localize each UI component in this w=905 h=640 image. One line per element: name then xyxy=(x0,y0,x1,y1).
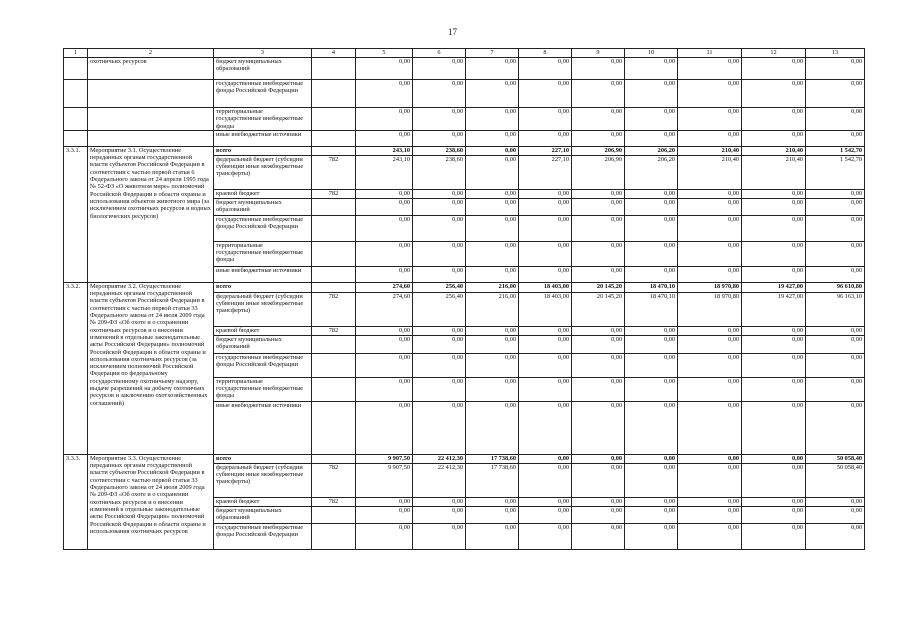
amount-cell: 0,00 xyxy=(625,463,678,497)
amount-cell: 0,00 xyxy=(742,523,806,549)
column-number-9: 9 xyxy=(572,49,625,58)
amount-cell: 0,00 xyxy=(519,241,572,266)
budget-code-cell xyxy=(312,282,356,292)
amount-cell: 206,90 xyxy=(572,146,625,155)
amount-cell: 0,00 xyxy=(466,198,519,215)
amount-cell: 0,00 xyxy=(806,506,865,523)
item-number-cell xyxy=(64,58,88,80)
amount-cell: 0,00 xyxy=(678,326,742,335)
amount-cell: 0,00 xyxy=(519,189,572,198)
amount-cell: 19 427,00 xyxy=(742,282,806,292)
item-number-cell: 3.3.3. xyxy=(64,454,88,549)
budget-code-cell xyxy=(312,401,356,454)
amount-cell: 0,00 xyxy=(572,353,625,377)
amount-cell: 0,00 xyxy=(742,266,806,282)
funding-source-cell: краевой бюджет xyxy=(214,326,312,335)
amount-cell: 17 738,60 xyxy=(466,454,519,463)
amount-cell: 18 970,80 xyxy=(678,292,742,326)
amount-cell: 0,00 xyxy=(806,189,865,198)
amount-cell: 0,00 xyxy=(742,198,806,215)
amount-cell: 0,00 xyxy=(356,198,413,215)
funding-source-cell: федеральный бюджет (субсидии субвенции иные межбюджетные трансферты) xyxy=(214,463,312,497)
amount-cell: 96 163,10 xyxy=(806,292,865,326)
budget-table xyxy=(63,48,865,550)
amount-cell: 0,00 xyxy=(519,80,572,108)
funding-source-cell: иные внебюджетные источники xyxy=(214,130,312,146)
amount-cell: 274,60 xyxy=(356,282,413,292)
amount-cell: 0,00 xyxy=(625,377,678,401)
amount-cell: 206,90 xyxy=(572,155,625,189)
measure-description-cell: Мероприятие 3.2. Осуществление переданных органам государственной власти субъектов Российской Федерации в соответствии с частью первой статьи 33 Федерального закона от 24 июля 2009 года № 209-ФЗ «Об охоте и о сохранении охотничьих ресурсов и о внесении изменений в отдельные законодательные акты Российской Федерации» полномочий Российской Федерации в области охраны и использования охотничьих ресурсов (за исключением полномочий Российской Федерации по федеральному государственному охотничьему надзору, выдаче разрешений на добычу охотничьих ресурсов и заключению охотхозяйственных соглашений) xyxy=(88,282,214,454)
item-number-cell xyxy=(64,108,88,131)
measure-description-cell xyxy=(88,80,214,108)
amount-cell: 0,00 xyxy=(742,506,806,523)
amount-cell: 0,00 xyxy=(519,335,572,353)
amount-cell: 0,00 xyxy=(742,401,806,454)
amount-cell: 0,00 xyxy=(806,401,865,454)
amount-cell: 227,10 xyxy=(519,155,572,189)
amount-cell: 0,00 xyxy=(806,266,865,282)
amount-cell: 0,00 xyxy=(466,80,519,108)
amount-cell: 0,00 xyxy=(742,353,806,377)
column-number-3: 3 xyxy=(214,49,312,58)
amount-cell: 0,00 xyxy=(572,497,625,506)
budget-code-cell: 782 xyxy=(312,497,356,506)
amount-cell: 0,00 xyxy=(806,377,865,401)
budget-code-cell xyxy=(312,377,356,401)
budget-code-cell: 782 xyxy=(312,463,356,497)
amount-cell: 0,00 xyxy=(625,215,678,241)
amount-cell: 0,00 xyxy=(678,335,742,353)
funding-source-cell: государственные внебюджетные фонды Российской Федерации xyxy=(214,80,312,108)
page-number: 17 xyxy=(448,27,457,37)
amount-cell: 0,00 xyxy=(806,215,865,241)
amount-cell: 0,00 xyxy=(625,80,678,108)
column-number-8: 8 xyxy=(519,49,572,58)
amount-cell: 0,00 xyxy=(466,189,519,198)
amount-cell: 0,00 xyxy=(572,198,625,215)
amount-cell: 0,00 xyxy=(466,215,519,241)
amount-cell: 0,00 xyxy=(625,266,678,282)
amount-cell: 0,00 xyxy=(572,523,625,549)
amount-cell: 0,00 xyxy=(413,198,466,215)
funding-source-cell: территориальные государственные внебюджетные фонды xyxy=(214,241,312,266)
amount-cell: 238,60 xyxy=(413,146,466,155)
amount-cell: 210,40 xyxy=(742,146,806,155)
funding-source-cell: иные внебюджетные источники xyxy=(214,266,312,282)
amount-cell: 0,00 xyxy=(413,241,466,266)
amount-cell: 216,00 xyxy=(466,292,519,326)
funding-source-cell: всего xyxy=(214,454,312,463)
amount-cell: 0,00 xyxy=(519,463,572,497)
budget-code-cell xyxy=(312,241,356,266)
amount-cell: 0,00 xyxy=(572,241,625,266)
amount-cell: 0,00 xyxy=(519,353,572,377)
amount-cell: 0,00 xyxy=(356,241,413,266)
amount-cell: 0,00 xyxy=(678,241,742,266)
amount-cell: 0,00 xyxy=(413,326,466,335)
amount-cell: 0,00 xyxy=(413,497,466,506)
amount-cell: 0,00 xyxy=(413,58,466,80)
amount-cell: 0,00 xyxy=(519,454,572,463)
amount-cell: 96 610,80 xyxy=(806,282,865,292)
table-row xyxy=(64,108,865,131)
amount-cell: 0,00 xyxy=(806,58,865,80)
funding-source-cell: государственные внебюджетные фонды Российской Федерации xyxy=(214,523,312,549)
amount-cell: 22 412,30 xyxy=(413,463,466,497)
amount-cell: 0,00 xyxy=(356,58,413,80)
amount-cell: 0,00 xyxy=(572,377,625,401)
amount-cell: 210,40 xyxy=(678,146,742,155)
amount-cell: 0,00 xyxy=(572,130,625,146)
amount-cell: 0,00 xyxy=(742,463,806,497)
amount-cell: 0,00 xyxy=(466,130,519,146)
amount-cell: 0,00 xyxy=(572,108,625,131)
amount-cell: 0,00 xyxy=(678,198,742,215)
funding-source-cell: территориальные государственные внебюджетные фонды xyxy=(214,108,312,131)
amount-cell: 243,10 xyxy=(356,146,413,155)
amount-cell: 0,00 xyxy=(625,58,678,80)
amount-cell: 1 542,70 xyxy=(806,146,865,155)
funding-source-cell: государственные внебюджетные фонды Российской Федерации xyxy=(214,353,312,377)
amount-cell: 0,00 xyxy=(356,80,413,108)
funding-source-cell: бюджет муниципальных образований xyxy=(214,58,312,80)
amount-cell: 0,00 xyxy=(678,506,742,523)
amount-cell: 0,00 xyxy=(572,335,625,353)
amount-cell: 0,00 xyxy=(625,497,678,506)
amount-cell: 0,00 xyxy=(356,497,413,506)
funding-source-cell: всего xyxy=(214,282,312,292)
budget-code-cell xyxy=(312,353,356,377)
amount-cell: 0,00 xyxy=(678,215,742,241)
table-row xyxy=(64,58,865,80)
amount-cell: 18 403,00 xyxy=(519,282,572,292)
amount-cell: 0,00 xyxy=(413,353,466,377)
funding-source-cell: бюджет муниципальных образований xyxy=(214,198,312,215)
amount-cell: 0,00 xyxy=(519,215,572,241)
amount-cell: 0,00 xyxy=(466,335,519,353)
table-row xyxy=(64,282,865,292)
amount-cell: 17 738,60 xyxy=(466,463,519,497)
column-number-row xyxy=(64,49,865,58)
amount-cell: 0,00 xyxy=(356,377,413,401)
column-number-13: 13 xyxy=(806,49,865,58)
amount-cell: 0,00 xyxy=(356,215,413,241)
amount-cell: 9 907,50 xyxy=(356,454,413,463)
column-number-11: 11 xyxy=(678,49,742,58)
amount-cell: 256,40 xyxy=(413,282,466,292)
amount-cell: 0,00 xyxy=(519,326,572,335)
amount-cell: 0,00 xyxy=(625,326,678,335)
funding-source-cell: краевой бюджет xyxy=(214,189,312,198)
amount-cell: 210,40 xyxy=(678,155,742,189)
amount-cell: 0,00 xyxy=(466,497,519,506)
amount-cell: 18 970,80 xyxy=(678,282,742,292)
amount-cell: 0,00 xyxy=(742,241,806,266)
amount-cell: 0,00 xyxy=(625,198,678,215)
budget-code-cell: 782 xyxy=(312,292,356,326)
amount-cell: 0,00 xyxy=(572,215,625,241)
amount-cell: 0,00 xyxy=(625,189,678,198)
budget-code-cell xyxy=(312,454,356,463)
budget-code-cell: 782 xyxy=(312,326,356,335)
amount-cell: 206,20 xyxy=(625,146,678,155)
amount-cell: 0,00 xyxy=(625,130,678,146)
amount-cell: 0,00 xyxy=(519,377,572,401)
amount-cell: 19 427,00 xyxy=(742,292,806,326)
amount-cell: 0,00 xyxy=(742,108,806,131)
column-number-12: 12 xyxy=(742,49,806,58)
amount-cell: 0,00 xyxy=(413,189,466,198)
column-number-1: 1 xyxy=(64,49,88,58)
amount-cell: 0,00 xyxy=(356,189,413,198)
table-row xyxy=(64,130,865,146)
amount-cell: 20 145,20 xyxy=(572,282,625,292)
amount-cell: 18 470,10 xyxy=(625,282,678,292)
amount-cell: 0,00 xyxy=(678,58,742,80)
amount-cell: 0,00 xyxy=(742,130,806,146)
amount-cell: 0,00 xyxy=(466,155,519,189)
amount-cell: 0,00 xyxy=(806,130,865,146)
amount-cell: 227,10 xyxy=(519,146,572,155)
funding-source-cell: государственные внебюджетные фонды Российской Федерации xyxy=(214,215,312,241)
amount-cell: 0,00 xyxy=(625,108,678,131)
amount-cell: 0,00 xyxy=(678,266,742,282)
funding-source-cell: бюджет муниципальных образований xyxy=(214,506,312,523)
table-row xyxy=(64,146,865,155)
budget-code-cell xyxy=(312,80,356,108)
column-number-6: 6 xyxy=(413,49,466,58)
amount-cell: 50 058,40 xyxy=(806,463,865,497)
table-row xyxy=(64,454,865,463)
column-number-4: 4 xyxy=(312,49,356,58)
amount-cell: 50 058,40 xyxy=(806,454,865,463)
amount-cell: 0,00 xyxy=(806,353,865,377)
amount-cell: 0,00 xyxy=(806,497,865,506)
budget-code-cell xyxy=(312,335,356,353)
amount-cell: 0,00 xyxy=(413,377,466,401)
amount-cell: 216,00 xyxy=(466,282,519,292)
amount-cell: 0,00 xyxy=(413,108,466,131)
amount-cell: 0,00 xyxy=(742,215,806,241)
amount-cell: 0,00 xyxy=(413,523,466,549)
table-row xyxy=(64,80,865,108)
amount-cell: 0,00 xyxy=(413,506,466,523)
amount-cell: 0,00 xyxy=(678,454,742,463)
column-number-5: 5 xyxy=(356,49,413,58)
measure-description-cell: Мероприятие 3.1. Осуществление переданных органам государственной власти субъектов Российской Федерации в соответствии с частью первой статьи 6 Федерального закона от 24 апреля 1995 года № 52-ФЗ «О животном мире» полномочий Российской Федерации в области охраны и использования объектов животного мира (за исключением охотничьих ресурсов и водных биологических ресурсов) xyxy=(88,146,214,282)
amount-cell: 0,00 xyxy=(519,506,572,523)
amount-cell: 0,00 xyxy=(678,523,742,549)
amount-cell: 0,00 xyxy=(678,80,742,108)
amount-cell: 0,00 xyxy=(413,80,466,108)
amount-cell: 0,00 xyxy=(572,80,625,108)
amount-cell: 0,00 xyxy=(466,266,519,282)
item-number-cell: 3.3.1. xyxy=(64,146,88,282)
amount-cell: 0,00 xyxy=(742,335,806,353)
amount-cell: 0,00 xyxy=(413,401,466,454)
amount-cell: 0,00 xyxy=(356,326,413,335)
amount-cell: 0,00 xyxy=(678,108,742,131)
amount-cell: 210,40 xyxy=(742,155,806,189)
amount-cell: 0,00 xyxy=(742,377,806,401)
amount-cell: 0,00 xyxy=(413,335,466,353)
budget-code-cell xyxy=(312,58,356,80)
item-number-cell xyxy=(64,80,88,108)
budget-code-cell xyxy=(312,266,356,282)
measure-description-cell: Мероприятие 3.3. Осуществление переданных органам государственной власти субъектов Российской Федерации в соответствии с частью первой статьи 33 Федерального закона от 24 июля 2009 года № 209-ФЗ «Об охоте и о сохранении охотничьих ресурсов и о внесении изменений в отдельные законодательные акты Российской Федерации» полномочий Российской Федерации в области охраны и использования охотничьих ресурсов xyxy=(88,454,214,549)
budget-code-cell: 782 xyxy=(312,155,356,189)
amount-cell: 0,00 xyxy=(678,497,742,506)
measure-description-cell xyxy=(88,130,214,146)
amount-cell: 0,00 xyxy=(806,198,865,215)
amount-cell: 1 542,70 xyxy=(806,155,865,189)
amount-cell: 0,00 xyxy=(678,401,742,454)
amount-cell: 0,00 xyxy=(678,353,742,377)
amount-cell: 0,00 xyxy=(625,523,678,549)
column-number-7: 7 xyxy=(466,49,519,58)
amount-cell: 0,00 xyxy=(625,353,678,377)
amount-cell: 0,00 xyxy=(466,58,519,80)
amount-cell: 18 403,00 xyxy=(519,292,572,326)
amount-cell: 0,00 xyxy=(519,58,572,80)
amount-cell: 0,00 xyxy=(806,108,865,131)
item-number-cell xyxy=(64,130,88,146)
amount-cell: 0,00 xyxy=(356,130,413,146)
amount-cell: 0,00 xyxy=(742,454,806,463)
funding-source-cell: территориальные государственные внебюджетные фонды xyxy=(214,377,312,401)
amount-cell: 206,20 xyxy=(625,155,678,189)
amount-cell: 0,00 xyxy=(466,377,519,401)
amount-cell: 256,40 xyxy=(413,292,466,326)
amount-cell: 0,00 xyxy=(742,326,806,335)
amount-cell: 0,00 xyxy=(625,335,678,353)
amount-cell: 0,00 xyxy=(466,146,519,155)
amount-cell: 0,00 xyxy=(356,353,413,377)
amount-cell: 9 907,50 xyxy=(356,463,413,497)
amount-cell: 0,00 xyxy=(572,189,625,198)
amount-cell: 0,00 xyxy=(466,523,519,549)
amount-cell: 0,00 xyxy=(678,463,742,497)
amount-cell: 0,00 xyxy=(572,266,625,282)
amount-cell: 0,00 xyxy=(572,454,625,463)
table-body xyxy=(64,49,865,550)
amount-cell: 0,00 xyxy=(806,326,865,335)
budget-code-cell xyxy=(312,523,356,549)
budget-code-cell xyxy=(312,198,356,215)
amount-cell: 0,00 xyxy=(806,241,865,266)
amount-cell: 0,00 xyxy=(413,130,466,146)
amount-cell: 0,00 xyxy=(519,401,572,454)
amount-cell: 0,00 xyxy=(806,80,865,108)
amount-cell: 18 470,10 xyxy=(625,292,678,326)
amount-cell: 0,00 xyxy=(519,198,572,215)
amount-cell: 0,00 xyxy=(625,454,678,463)
amount-cell: 0,00 xyxy=(356,108,413,131)
amount-cell: 0,00 xyxy=(678,189,742,198)
amount-cell: 238,60 xyxy=(413,155,466,189)
amount-cell: 0,00 xyxy=(356,523,413,549)
funding-source-cell: краевой бюджет xyxy=(214,497,312,506)
column-number-2: 2 xyxy=(88,49,214,58)
budget-code-cell xyxy=(312,215,356,241)
amount-cell: 0,00 xyxy=(466,326,519,335)
amount-cell: 0,00 xyxy=(466,241,519,266)
amount-cell: 0,00 xyxy=(625,506,678,523)
budget-code-cell: 782 xyxy=(312,189,356,198)
funding-source-cell: бюджет муниципальных образований xyxy=(214,335,312,353)
amount-cell: 0,00 xyxy=(572,326,625,335)
measure-description-cell xyxy=(88,108,214,131)
amount-cell: 0,00 xyxy=(742,58,806,80)
column-number-10: 10 xyxy=(625,49,678,58)
amount-cell: 0,00 xyxy=(356,335,413,353)
amount-cell: 0,00 xyxy=(806,335,865,353)
amount-cell: 0,00 xyxy=(572,401,625,454)
amount-cell: 0,00 xyxy=(519,266,572,282)
amount-cell: 0,00 xyxy=(466,506,519,523)
amount-cell: 0,00 xyxy=(678,377,742,401)
measure-description-cell: охотничьих ресурсов xyxy=(88,58,214,80)
amount-cell: 0,00 xyxy=(466,353,519,377)
amount-cell: 0,00 xyxy=(572,506,625,523)
amount-cell: 0,00 xyxy=(356,401,413,454)
amount-cell: 0,00 xyxy=(625,241,678,266)
amount-cell: 0,00 xyxy=(356,506,413,523)
amount-cell: 0,00 xyxy=(519,497,572,506)
amount-cell: 0,00 xyxy=(678,130,742,146)
budget-code-cell xyxy=(312,146,356,155)
budget-code-cell xyxy=(312,506,356,523)
amount-cell: 0,00 xyxy=(413,266,466,282)
amount-cell: 0,00 xyxy=(466,401,519,454)
amount-cell: 0,00 xyxy=(625,401,678,454)
amount-cell: 0,00 xyxy=(519,130,572,146)
budget-code-cell xyxy=(312,108,356,131)
funding-source-cell: федеральный бюджет (субсидии субвенции иные межбюджетные трансферты) xyxy=(214,292,312,326)
funding-source-cell: федеральный бюджет (субсидии субвенции иные межбюджетные трансферты) xyxy=(214,155,312,189)
budget-code-cell xyxy=(312,130,356,146)
amount-cell: 0,00 xyxy=(742,189,806,198)
funding-source-cell: иные внебюджетные источники xyxy=(214,401,312,454)
amount-cell: 22 412,30 xyxy=(413,454,466,463)
amount-cell: 0,00 xyxy=(413,215,466,241)
amount-cell: 0,00 xyxy=(806,523,865,549)
amount-cell: 0,00 xyxy=(356,266,413,282)
amount-cell: 274,60 xyxy=(356,292,413,326)
amount-cell: 0,00 xyxy=(519,523,572,549)
amount-cell: 0,00 xyxy=(466,108,519,131)
amount-cell: 0,00 xyxy=(572,58,625,80)
amount-cell: 0,00 xyxy=(572,463,625,497)
amount-cell: 0,00 xyxy=(742,80,806,108)
amount-cell: 20 145,20 xyxy=(572,292,625,326)
funding-source-cell: всего xyxy=(214,146,312,155)
amount-cell: 0,00 xyxy=(519,108,572,131)
item-number-cell: 3.3.2. xyxy=(64,282,88,454)
amount-cell: 243,10 xyxy=(356,155,413,189)
amount-cell: 0,00 xyxy=(742,497,806,506)
